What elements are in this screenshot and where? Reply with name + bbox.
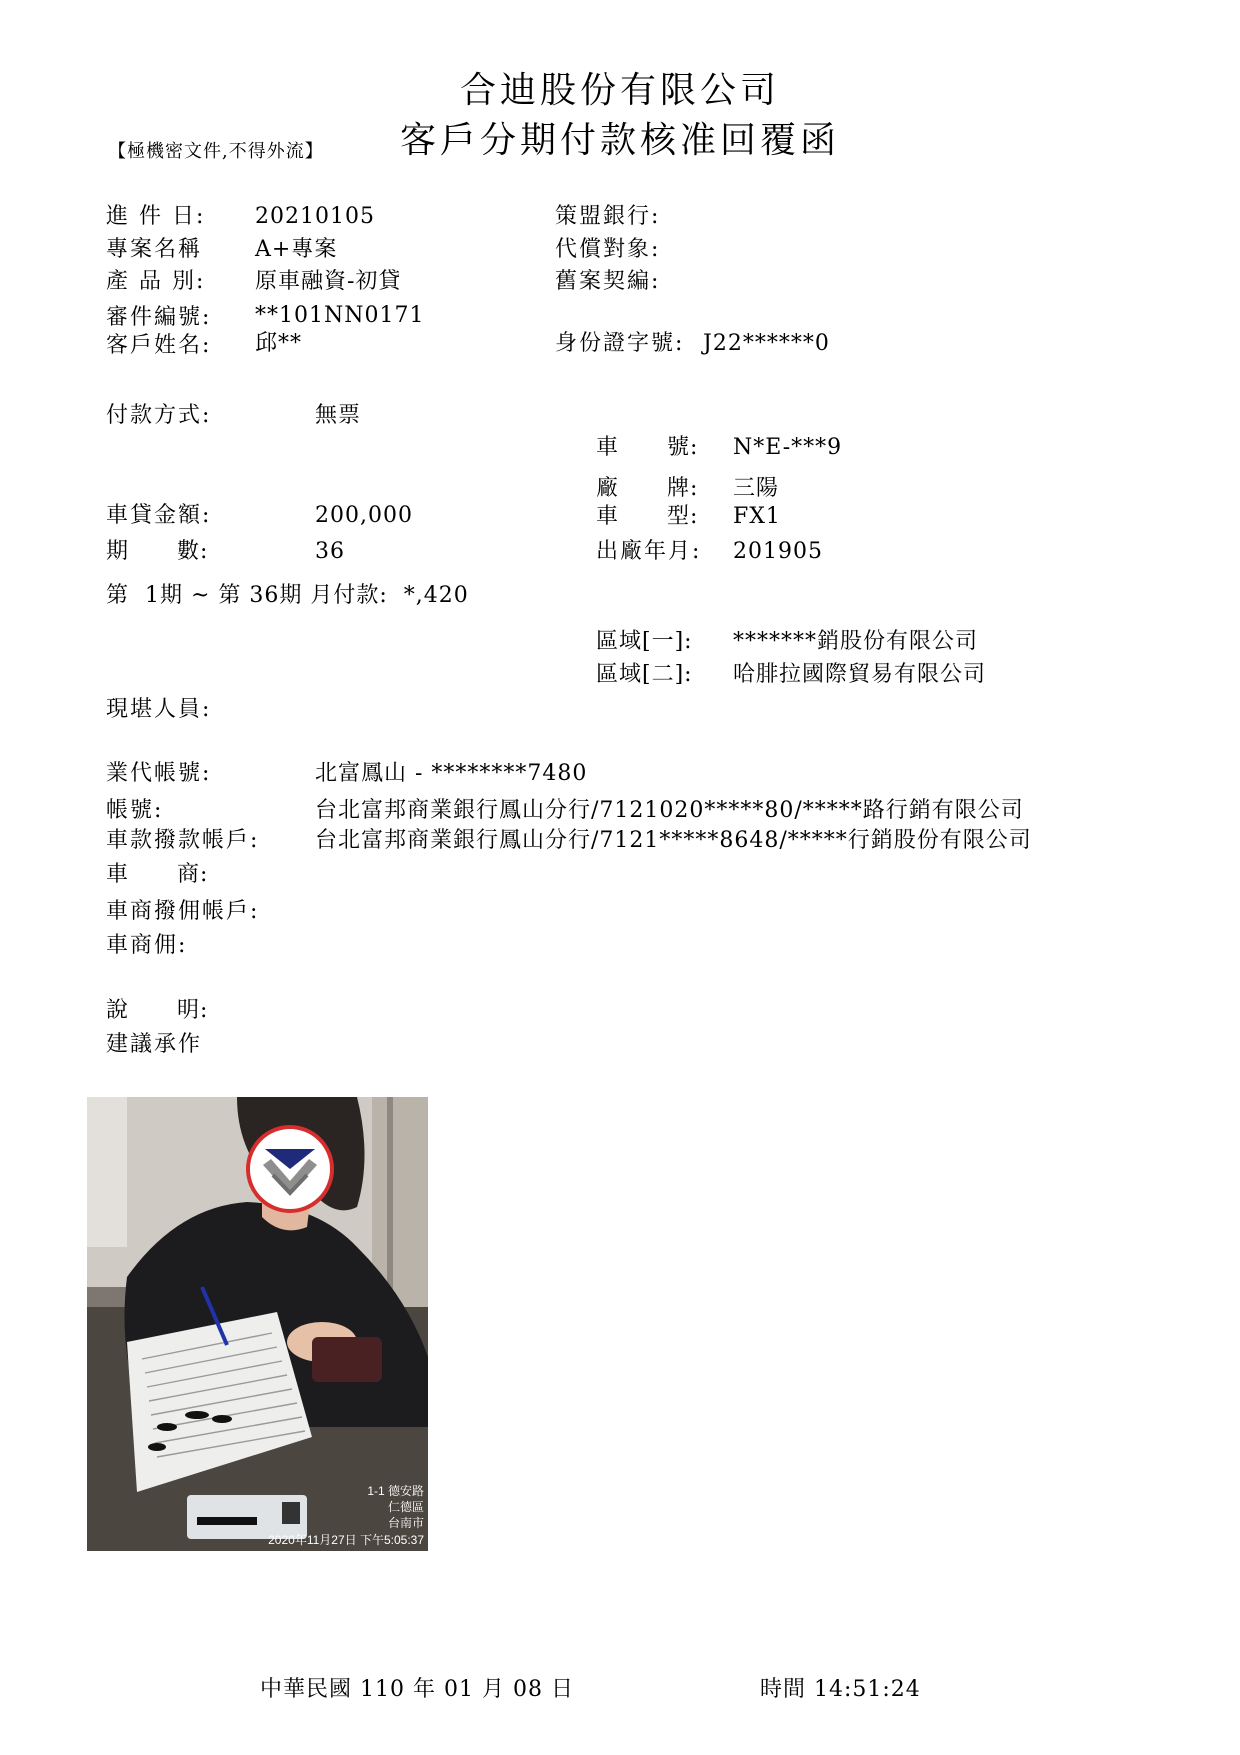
partner-bank-label: 策盟銀行: — [555, 204, 661, 229]
manufacture-date-value: 201905 — [733, 539, 823, 564]
confidential-notice: 【極機密文件,不得外流】 — [108, 141, 324, 162]
brand-value: 三陽 — [733, 476, 780, 501]
plate-value: N*E-***9 — [733, 435, 843, 460]
document-title: 客戶分期付款核准回覆函 — [399, 120, 840, 161]
dealer-commission-label: 車商佣: — [106, 933, 188, 958]
onsite-staff-label: 現堪人員: — [106, 697, 212, 722]
region-2-label: 區域[二]: — [596, 662, 693, 687]
agent-account-label: 業代帳號: — [106, 761, 212, 786]
agent-account-value: 北富鳳山 - ********7480 — [315, 761, 588, 786]
product-type-label: 產 品 別: — [106, 269, 206, 294]
company-name: 合迪股份有限公司 — [459, 70, 780, 111]
plate-label: 車 號: — [596, 435, 699, 460]
compensation-target-label: 代償對象: — [555, 237, 661, 262]
photo-timestamp: 2020年11月27日 下午5:05:37 — [268, 1533, 424, 1547]
footer-date: 中華民國 110 年 01 月 08 日 — [260, 1677, 574, 1702]
account-value: 台北富邦商業銀行鳳山分行/7121020*****80/*****路行銷有限公司 — [315, 798, 1024, 823]
account-label: 帳號: — [106, 798, 164, 823]
periods-value: 36 — [315, 539, 345, 564]
notes-text: 建議承作 — [106, 1032, 203, 1057]
project-name-value: A+專案 — [255, 237, 338, 262]
old-contract-label: 舊案契編: — [555, 269, 661, 294]
project-name-label: 專案名稱 — [106, 237, 203, 262]
footer-time: 時間 14:51:24 — [760, 1677, 921, 1702]
photo-stamp-line-1: 1-1 德安路 — [367, 1484, 424, 1498]
notes-label: 說 明: — [106, 998, 209, 1023]
disburse-account-value: 台北富邦商業銀行鳳山分行/7121*****8648/*****行銷股份有限公司 — [315, 828, 1032, 853]
periods-label: 期 數: — [106, 539, 209, 564]
payment-method-value: 無票 — [315, 403, 362, 428]
product-type-value: 原車融資-初貸 — [255, 269, 402, 294]
payment-method-label: 付款方式: — [106, 403, 212, 428]
dealer-label: 車 商: — [106, 862, 209, 887]
loan-amount-value: 200,000 — [315, 503, 413, 528]
receive-date-label: 進 件 日: — [106, 204, 206, 229]
region-2-value: 哈腓拉國際貿易有限公司 — [733, 662, 987, 687]
case-number-value: **101NN0171 — [255, 303, 425, 328]
photo-stamp-line-3: 台南市 — [387, 1516, 424, 1530]
signing-photo — [87, 1097, 428, 1551]
region-1-value: *******銷股份有限公司 — [733, 629, 979, 654]
model-value: FX1 — [733, 504, 781, 529]
manufacture-date-label: 出廠年月: — [596, 539, 702, 564]
receive-date-value: 20210105 — [255, 204, 375, 229]
region-1-label: 區域[一]: — [596, 629, 693, 654]
brand-label: 廠 牌: — [596, 476, 699, 501]
dealer-commission-account-label: 車商撥佣帳戶: — [106, 899, 260, 924]
id-number-label: 身份證字號: — [555, 331, 685, 356]
loan-amount-label: 車貸金額: — [106, 503, 212, 528]
photo-stamp-line-2: 仁德區 — [387, 1500, 424, 1514]
payment-schedule: 第 1期 ~ 第 36期 月付款: *,420 — [106, 583, 469, 608]
model-label: 車 型: — [596, 504, 699, 529]
disburse-account-label: 車款撥款帳戶: — [106, 828, 260, 853]
customer-name-value: 邱** — [255, 331, 303, 356]
id-number-value: J22******0 — [703, 331, 830, 356]
customer-name-label: 客戶姓名: — [106, 333, 212, 358]
case-number-label: 審件編號: — [106, 305, 212, 330]
